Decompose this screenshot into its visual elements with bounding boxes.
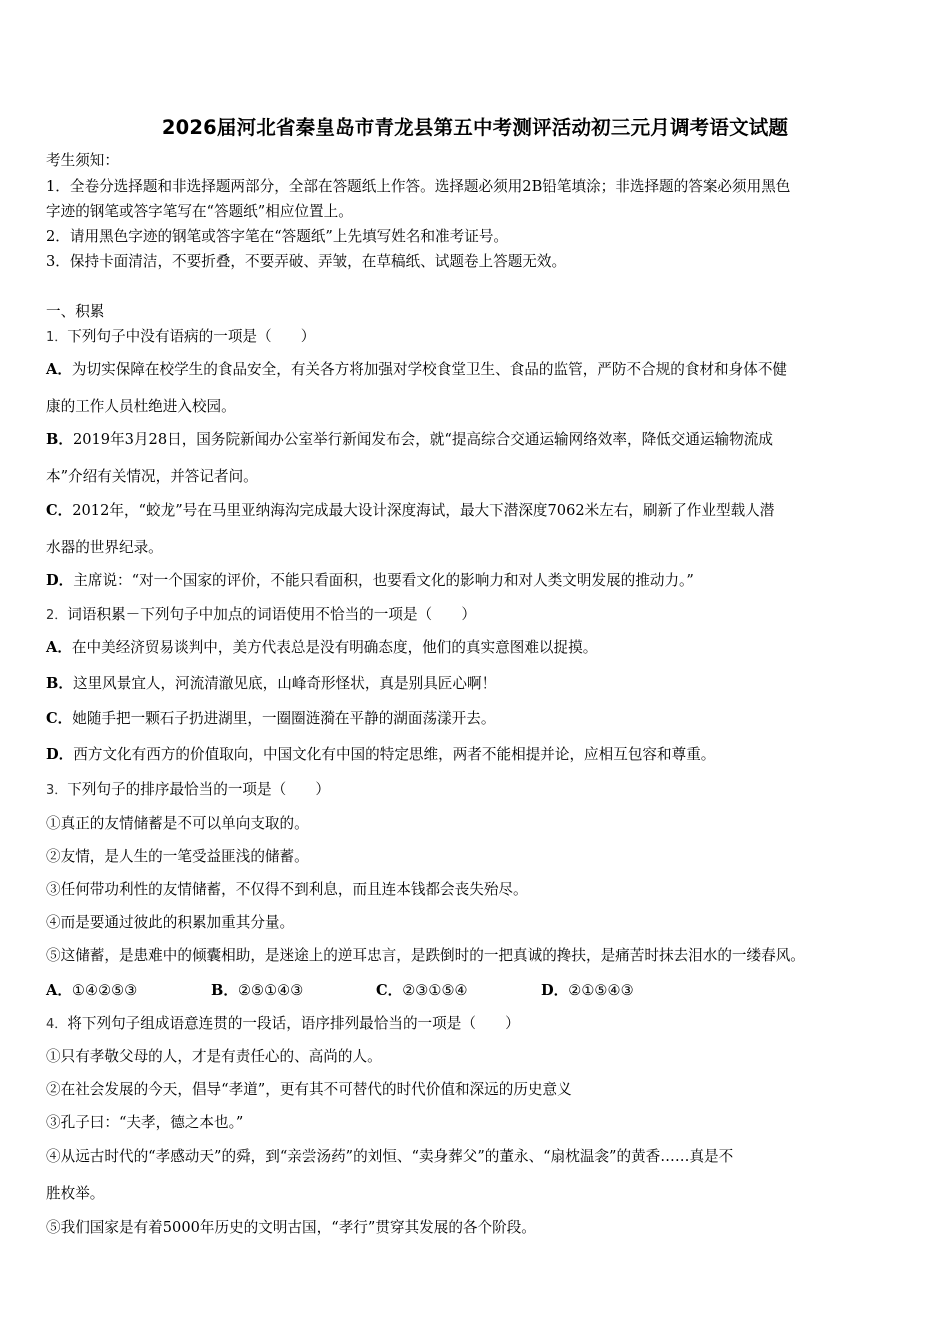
- option-text: 2012年，“蛟龙”号在马里亚纳海沟完成最大设计深度海试，最大下潜深度7062米左右，刷新了作业型载人潜: [72, 502, 775, 519]
- q4-sentence-3: ③孔子曰：“夫孝，德之本也。”: [46, 1114, 244, 1131]
- q2-option-d[interactable]: [46, 745, 906, 765]
- q3-sentence-1: ①真正的友情储蓄是不可以单向支取的。: [46, 815, 309, 832]
- q4-sentence-4-cont: 胜枚举。: [46, 1185, 105, 1202]
- question-3: [46, 780, 906, 801]
- option-label: C．: [46, 502, 73, 519]
- notice-heading: 考生须知：: [46, 152, 119, 169]
- notice-item-2: 2．请用黑色字迹的钢笔或答字笔在“答题纸”上先填写姓名和准考证号。: [46, 228, 509, 245]
- option-text: 2019年3月28日，国务院新闻办公室举行新闻发布会，就“提高综合交通运输网络效率，降低交通运输物流成: [72, 431, 773, 448]
- option-text: 主席说：“对一个国家的评价，不能只看面积，也要看文化的影响力和对人类文明发展的推动力。”: [73, 572, 694, 589]
- q3-option-c[interactable]: [376, 981, 541, 1001]
- q2-option-b[interactable]: [46, 674, 906, 694]
- q3-sentence-5: ⑤这储蓄，是患难中的倾囊相助，是迷途上的逆耳忠言，是跌倒时的一把真诚的搀扶，是痛苦时抹去泪水的一缕春风。: [46, 947, 805, 964]
- option-text: 她随手把一颗石子扔进湖里，一圈圈涟漪在平静的湖面荡漾开去。: [72, 710, 496, 727]
- q1-option-d[interactable]: [46, 571, 906, 591]
- q1-option-c[interactable]: [46, 501, 906, 521]
- option-label: D．: [46, 572, 74, 589]
- q1-option-a-cont: 康的工作人员杜绝进入校园。: [46, 398, 236, 415]
- q1-option-a[interactable]: [46, 360, 906, 380]
- option-text: ②③①⑤④: [402, 982, 468, 999]
- q4-sentence-1: ①只有孝敬父母的人，才是有责任心的、高尚的人。: [46, 1048, 382, 1065]
- q3-option-a[interactable]: [46, 981, 211, 1001]
- option-label: A．: [46, 361, 72, 378]
- q2-option-a[interactable]: [46, 638, 906, 658]
- q3-sentence-3: ③任何带功利性的友情储蓄，不仅得不到利息，而且连本钱都会丧失殆尽。: [46, 881, 528, 898]
- option-label: D．: [541, 982, 569, 999]
- q3-sentence-2: ②友情，是人生的一笔受益匪浅的储蓄。: [46, 848, 309, 865]
- q3-option-d[interactable]: [541, 981, 706, 1001]
- option-text: ②①⑤④③: [568, 982, 634, 999]
- option-text: 这里风景宜人，河流清澈见底，山峰奇形怪状，真是别具匠心啊！: [72, 675, 497, 692]
- question-number: 2．: [46, 608, 68, 623]
- question-stem: 下列句子中没有语病的一项是（ ）: [67, 328, 316, 345]
- question-number: 4．: [46, 1017, 68, 1032]
- option-label: B．: [46, 431, 73, 448]
- question-stem: 词语积累－下列句子中加点的词语使用不恰当的一项是（ ）: [67, 606, 476, 623]
- q2-option-c[interactable]: [46, 709, 906, 729]
- option-label: A．: [46, 639, 72, 656]
- section-heading: 一、积累: [46, 303, 105, 320]
- option-label: B．: [46, 675, 73, 692]
- option-text: ①④②⑤③: [71, 982, 138, 999]
- q3-sentence-4: ④而是要通过彼此的积累加重其分量。: [46, 914, 295, 931]
- option-text: ②⑤①④③: [237, 982, 304, 999]
- question-number: 1．: [46, 330, 68, 345]
- question-2: [46, 605, 906, 626]
- option-label: D．: [46, 746, 74, 763]
- notice-item-1-cont: 字迹的钢笔或答字笔写在“答题纸”相应位置上。: [46, 203, 353, 220]
- q4-sentence-2: ②在社会发展的今天，倡导“孝道”，更有其不可替代的时代价值和深远的历史意义: [46, 1081, 572, 1098]
- option-text: 西方文化有西方的价值取向，中国文化有中国的特定思维，两者不能相提并论，应相互包容和尊重。: [73, 746, 716, 763]
- q1-option-c-cont: 水器的世界纪录。: [46, 539, 163, 556]
- question-1: [46, 327, 906, 348]
- question-stem: 将下列句子组成语意连贯的一段话，语序排列最恰当的一项是（ ）: [67, 1015, 520, 1032]
- option-text: 在中美经济贸易谈判中，美方代表总是没有明确态度，他们的真实意图难以捉摸。: [71, 639, 598, 656]
- q4-sentence-4: ④从远古时代的“孝感动天”的舜，到“亲尝汤药”的刘恒、“卖身葬父”的董永、“扇枕温衾”的黄香……真是不: [46, 1148, 734, 1165]
- notice-item-3: 3．保持卡面清洁，不要折叠，不要弄破、弄皱，在草稿纸、试题卷上答题无效。: [46, 253, 567, 270]
- option-label: C．: [376, 982, 403, 999]
- question-4: [46, 1014, 906, 1035]
- option-label: B．: [211, 982, 238, 999]
- option-text: 为切实保障在校学生的食品安全，有关各方将加强对学校食堂卫生、食品的监管，严防不合规的食材和身体不健: [71, 361, 788, 378]
- question-number: 3．: [46, 783, 68, 798]
- q4-sentence-5: ⑤我们国家是有着5000年历史的文明古国，“孝行”贯穿其发展的各个阶段。: [46, 1219, 536, 1236]
- question-stem: 下列句子的排序最恰当的一项是（ ）: [67, 781, 330, 798]
- q3-option-b[interactable]: [211, 981, 376, 1001]
- option-label: A．: [46, 982, 72, 999]
- q1-option-b-cont: 本”介绍有关情况，并答记者问。: [46, 468, 258, 485]
- option-label: C．: [46, 710, 73, 727]
- q3-options: [46, 981, 906, 1001]
- q1-option-b[interactable]: [46, 430, 906, 450]
- notice-item-1: 1．全卷分选择题和非选择题两部分，全部在答题纸上作答。选择题必须用2B铅笔填涂；非选择题的答案必须用黑色: [46, 178, 791, 195]
- page-title: 2026届河北省秦皇岛市青龙县第五中考测评活动初三元月调考语文试题: [161, 116, 789, 139]
